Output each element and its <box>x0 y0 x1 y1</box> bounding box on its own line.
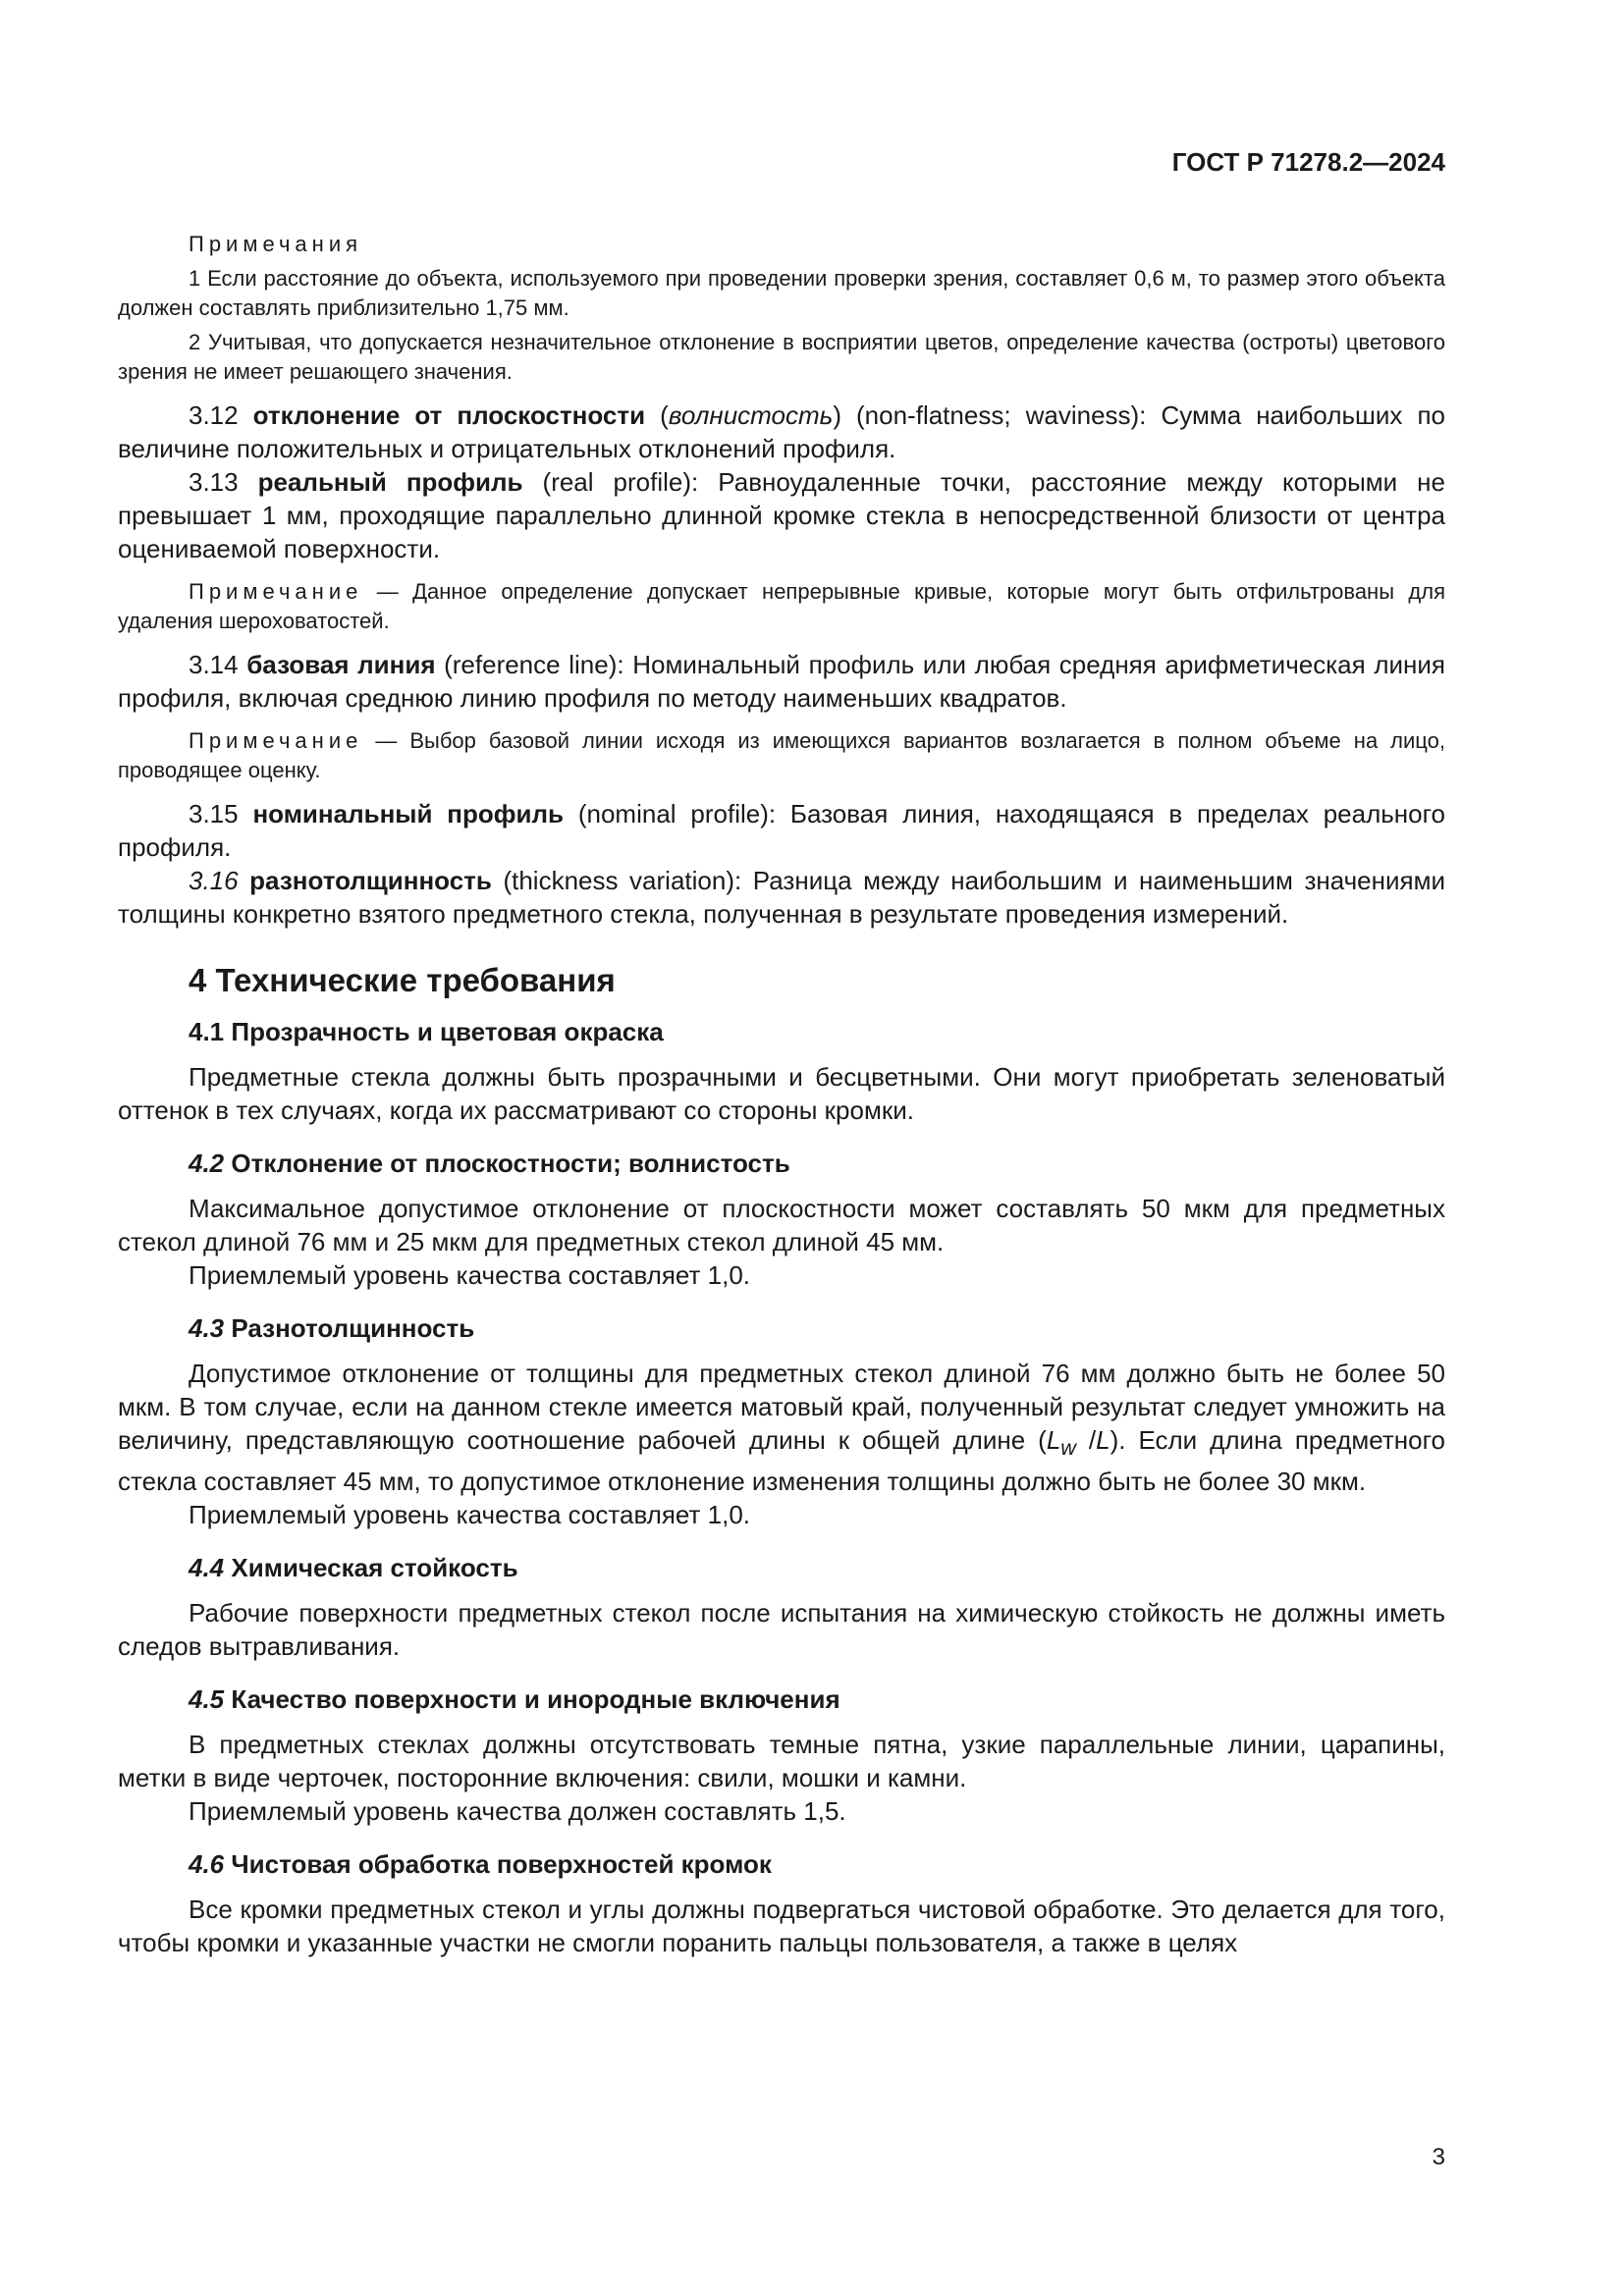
section-4-6-text: Все кромки предметных стекол и углы должны подвергаться чистовой обработке. Это делается для того, чтобы кромки и указанные участки не смогли поранить пальцы пользователя, а также в целях <box>118 1895 1445 1958</box>
page-number: 3 <box>1432 2144 1445 2170</box>
section-4-4-heading: 4.4 Химическая стойкость <box>189 1553 518 1583</box>
term-3-14: 3.14 базовая линия (reference line): Номинальный профиль или любая средняя арифметическая линия профиля, включая среднюю линию профиля по методу наименьших квадратов. <box>118 650 1445 713</box>
term-3-12: 3.12 отклонение от плоскостности (волнистость) (non-flatness; waviness): Сумма наибольших по величине положительных и отрицательных отклонений профиля. <box>118 400 1446 463</box>
note-3-13: Примечание — Данное определение допускает непрерывные кривые, которые могут быть отфильтрованы для удаления шероховатостей. <box>118 579 1445 633</box>
section-4-5-text: В предметных стеклах должны отсутствовать темные пятна, узкие параллельные линии, царапины, метки в виде черточек, посторонние включения: свили, мошки и камни. <box>118 1730 1445 1793</box>
section-4-2-heading: 4.2 Отклонение от плоскостности; волнистость <box>189 1148 790 1178</box>
note-2: 2 Учитывая, что допускается незначительное отклонение в восприятии цветов, определение качества (остроты) цветового зрения не имеет решающего значения. <box>118 330 1445 384</box>
section-4-5-heading: 4.5 Качество поверхности и инородные включения <box>189 1684 840 1715</box>
section-4-2-quality: Приемлемый уровень качества составляет 1,0. <box>189 1260 751 1290</box>
document-code: ГОСТ Р 71278.2—2024 <box>1171 147 1445 177</box>
notes-label: Примечания <box>189 232 363 256</box>
section-4-3-quality: Приемлемый уровень качества составляет 1,0. <box>189 1500 751 1530</box>
term-3-13: 3.13 реальный профиль (real profile): Равноудаленные точки, расстояние между которыми не превышает 1 мм, проходящие параллельно длинной кромке стекла в непосредственной близости от центра оцениваемой поверхности. <box>118 467 1445 563</box>
section-4-1-heading: 4.1 Прозрачность и цветовая окраска <box>189 1017 664 1046</box>
section-4-6-heading: 4.6 Чистовая обработка поверхностей кромок <box>189 1849 772 1880</box>
term-3-16: 3.16 разнотолщинность (thickness variation): Разница между наибольшим и наименьшим значениями толщины конкретно взятого предметного стекла, полученная в результате проведения измерений. <box>118 866 1445 929</box>
section-4-3-text: Допустимое отклонение от толщины для предметных стекол длиной 76 мм должно быть не более 50 мкм. В том случае, если на данном стекле имеется матовый край, полученный результат следует умножить на величину, представляющую соотношение рабочей длины к общей длине ($L_w$ /L). Если длина предметного стекла составляет 45 мм, то допустимое отклонение изменения толщины должно быть не более 30 мкм. <box>118 1359 1445 1497</box>
section-4-5-quality: Приемлемый уровень качества должен составлять 1,5. <box>189 1796 846 1827</box>
section-4-4-text: Рабочие поверхности предметных стекол после испытания на химическую стойкость не должны иметь следов вытравливания. <box>118 1598 1445 1662</box>
page-content <box>118 230 1445 1959</box>
section-4-3-heading: 4.3 Разнотолщинность <box>189 1313 475 1343</box>
section-4-heading: 4 Технические требования <box>189 962 616 998</box>
note-3-14: Примечание — Выбор базовой линии исходя из имеющихся вариантов возлагается в полном объеме на лицо, проводящее оценку. <box>118 728 1445 782</box>
term-3-15: 3.15 номинальный профиль (nominal profile): Базовая линия, находящаяся в пределах реального профиля. <box>118 799 1445 862</box>
note-1: 1 Если расстояние до объекта, используемого при проведении проверки зрения, составляет 0,6 м, то размер этого объекта должен составлять приблизительно 1,75 мм. <box>118 266 1445 320</box>
section-4-1-text: Предметные стекла должны быть прозрачными и бесцветными. Они могут приобретать зеленоватый оттенок в тех случаях, когда их рассматривают со стороны кромки. <box>118 1062 1445 1125</box>
section-4-2-text: Максимальное допустимое отклонение от плоскостности может составлять 50 мкм для предметных стекол длиной 76 мм и 25 мкм для предметных стекол длиной 45 мм. <box>118 1194 1445 1256</box>
